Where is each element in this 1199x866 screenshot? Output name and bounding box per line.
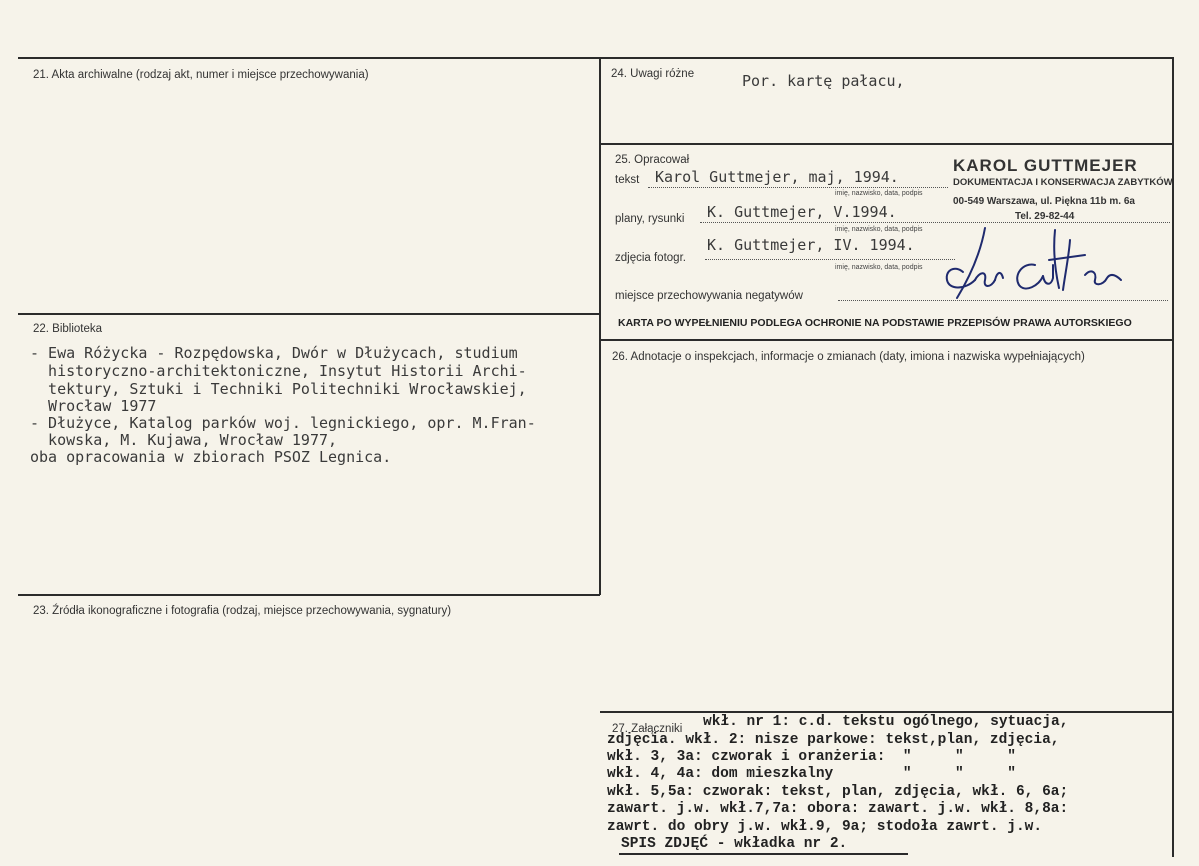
photo-list-underline	[619, 853, 908, 855]
attachments-line-2: zdjęcia. wkł. 2: nisze parkowe: tekst,plan, zdjęcia,	[607, 732, 1060, 748]
tekst-line	[648, 187, 948, 188]
attachments-line-4: wkł. 4, 4a: dom mieszkalny " " "	[607, 766, 1016, 782]
section-22-label: 22. Biblioteka	[33, 323, 103, 335]
divider-21-22	[18, 313, 600, 315]
signature	[935, 220, 1135, 305]
attachments-line-8: SPIS ZDJĘĆ - wkładka nr 2.	[621, 836, 848, 852]
stamp-line-2: 00-549 Warszawa, ul. Piękna 11b m. 6a	[953, 196, 1135, 207]
library-line-2: historyczno-architektoniczne, Insytut Historii Archi-	[30, 362, 527, 380]
section-25-label: 25. Opracował	[615, 154, 690, 166]
plany-label: plany, rysunki	[615, 213, 685, 225]
tekst-value: Karol Guttmejer, maj, 1994.	[655, 168, 899, 186]
zdjecia-label: zdjęcia fotogr.	[615, 252, 686, 264]
section-26-label: 26. Adnotacje o inspekcjach, informacje o zmianach (daty, imiona i nazwiska wypełniających)	[612, 351, 1085, 363]
section-27-label: 27. Załączniki	[612, 723, 683, 735]
remarks-text: Por. kartę pałacu,	[742, 72, 905, 90]
divider-26-27	[600, 711, 1173, 713]
zdjecia-line	[705, 259, 955, 260]
attachments-line-7: zawrt. do obry j.w. wkł.9, 9a; stodoła zawrt. j.w.	[607, 819, 1043, 835]
divider-25-26	[600, 339, 1173, 341]
attachments-line-6: zawart. j.w. wkł.7,7a: obora: zawart. j.w. wkł. 8,8a:	[607, 801, 1069, 817]
attachments-line-5: wkł. 5,5a: czworak: tekst, plan, zdjęcia, wkł. 6, 6a;	[607, 784, 1069, 800]
plany-caption: imię, nazwisko, data, podpis	[835, 226, 923, 233]
library-line-1: - Ewa Różycka - Rozpędowska, Dwór w Dłużycach, studium	[30, 344, 518, 362]
attachments-line-1: wkł. nr 1: c.d. tekstu ogólnego, sytuacja,	[703, 714, 1069, 730]
stamp-line-3: Tel. 29-82-44	[1015, 211, 1075, 222]
copyright-notice: KARTA PO WYPEŁNIENIU PODLEGA OCHRONIE NA PODSTAWIE PRZEPISÓW PRAWA AUTORSKIEGO	[618, 317, 1132, 329]
tekst-label: tekst	[615, 174, 640, 186]
zdjecia-caption: imię, nazwisko, data, podpis	[835, 264, 923, 271]
top-border	[18, 57, 1173, 59]
stamp-name: KAROL GUTTMEJER	[953, 156, 1138, 175]
tekst-caption: imię, nazwisko, data, podpis	[835, 190, 923, 197]
section-23-label: 23. Źródła ikonograficzne i fotografia (rodzaj, miejsce przechowywania, sygnatury)	[33, 605, 452, 617]
divider-25-top	[600, 143, 1173, 145]
plany-value: K. Guttmejer, V.1994.	[707, 203, 897, 221]
section-21-label: 21. Akta archiwalne (rodzaj akt, numer i miejsce przechowywania)	[33, 69, 369, 81]
attachments-line-3: wkł. 3, 3a: czworak i oranżeria: " " "	[607, 749, 1016, 765]
stamp-line-1: DOKUMENTACJA I KONSERWACJA ZABYTKÓW	[953, 177, 1173, 188]
divider-22-23	[18, 594, 600, 596]
library-line-7: oba opracowania w zbiorach PSOZ Legnica.	[30, 448, 392, 466]
library-line-6: kowska, M. Kujawa, Wrocław 1977,	[30, 431, 338, 449]
negatives-label: miejsce przechowywania negatywów	[615, 290, 803, 302]
library-line-3: tektury, Sztuki i Techniki Politechniki Wrocławskiej,	[30, 380, 527, 398]
center-divider	[599, 57, 601, 595]
zdjecia-value: K. Guttmejer, IV. 1994.	[707, 236, 915, 254]
library-line-5: - Dłużyce, Katalog parków woj. legnickiego, opr. M.Fran-	[30, 414, 536, 432]
library-line-4: Wrocław 1977	[30, 397, 157, 415]
section-24-label: 24. Uwagi różne	[611, 68, 695, 80]
